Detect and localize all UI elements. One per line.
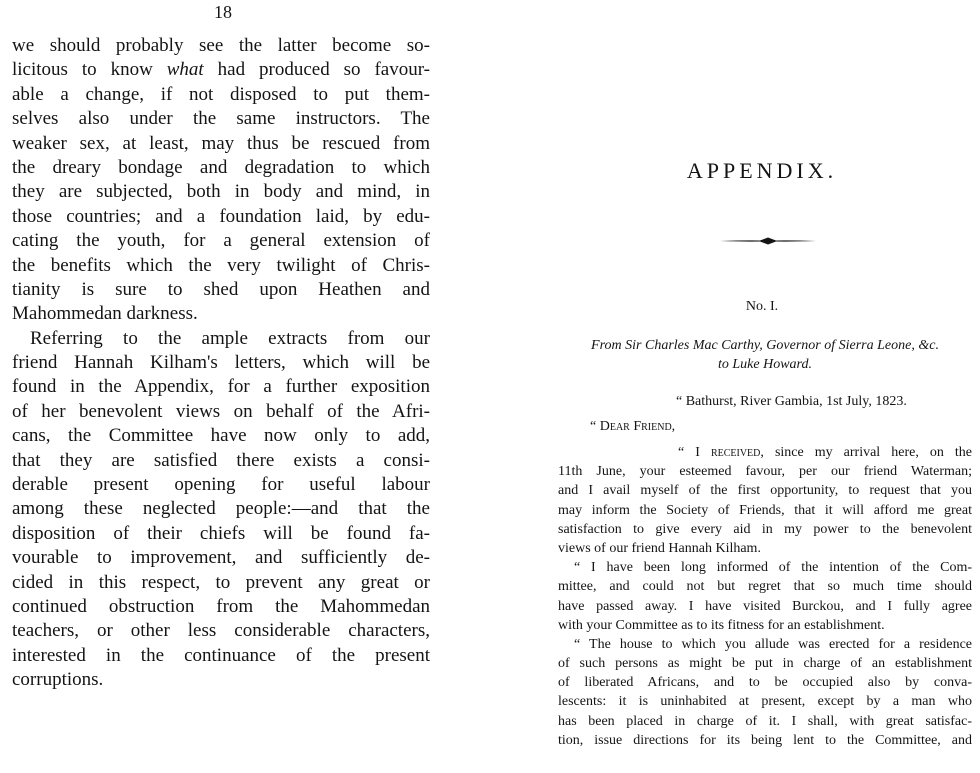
- right-page: [520, 0, 980, 773]
- appendix-title: APPENDIX.: [686, 158, 838, 183]
- text-line: the dreary bondage and degradation to which: [12, 156, 430, 178]
- text-line: “ The house to which you allude was erected for a residence: [574, 636, 972, 652]
- text-line: vourable to improvement, and sufficiently de-: [12, 547, 430, 569]
- text-line: may inform the Society of Friends, that it will afford me great: [558, 502, 972, 518]
- text-line: “ I have been long informed of the intention of the Com-: [574, 560, 972, 576]
- text-line: have passed away. I have visited Burckou, and I fully agree: [558, 598, 972, 614]
- ornament-divider-icon: [720, 236, 816, 246]
- text-line: corruptions.: [12, 669, 104, 691]
- text-line: Mahommedan darkness.: [12, 303, 198, 325]
- letter-heading: [550, 336, 980, 374]
- left-page: [0, 0, 470, 773]
- text-line: licitous to know what had produced so favour-: [12, 59, 430, 81]
- text-line: cided in this respect, to prevent any great or: [12, 571, 430, 593]
- text-line: friend Hannah Kilham's letters, which will be: [12, 352, 430, 374]
- text-line: mittee, and could not but regret that so much time should: [558, 579, 972, 595]
- appendix-number: No. I.: [745, 299, 779, 314]
- text-line: Referring to the ample extracts from our: [30, 327, 430, 349]
- text-line: of such persons as might be put in charge of an establishment: [558, 656, 972, 672]
- text-line: cating the youth, for a general extension of: [12, 230, 430, 252]
- text-line: of liberated Africans, and to be occupied also by conva-: [558, 675, 972, 691]
- text-line: has been placed in charge of it. I shall, with great satisfac-: [558, 713, 972, 729]
- text-line: tianity is sure to shed upon Heathen and: [12, 278, 430, 300]
- text-line: found in the Appendix, for a further exposition: [12, 376, 430, 398]
- text-line: views of our friend Hannah Kilham.: [558, 540, 761, 556]
- text-line: they are subjected, both in body and mind, in: [12, 181, 430, 203]
- letter-body: [558, 443, 972, 750]
- text-line: teachers, or other less considerable characters,: [12, 620, 430, 642]
- text-line: satisfaction to give every aid in my power to the benevolent: [558, 521, 972, 537]
- text-line: disposition of their chiefs will be found fa-: [12, 522, 430, 544]
- text-line: continued obstruction from the Mahommedan: [12, 595, 430, 617]
- text-line: we should probably see the latter become so-: [12, 35, 430, 56]
- text-line: lescents: it is uninhabited at present, except by a man who: [558, 694, 972, 710]
- received-word: received,: [710, 445, 764, 460]
- letter-dateline: “ Bathurst, River Gambia, 1st July, 1823.: [676, 394, 907, 409]
- text-line: derable present opening for useful labour: [12, 474, 430, 496]
- page-number: 18: [214, 2, 232, 22]
- text-line: those countries; and a foundation laid, by edu-: [12, 205, 430, 227]
- text-line: “ I received, since my arrival here, on the: [678, 445, 972, 460]
- text-line: weaker sex, at least, may thus be rescued from: [12, 132, 430, 154]
- text-line: tion, issue directions for its being lent to the Committee, and: [558, 732, 972, 748]
- left-page-text: [12, 34, 430, 693]
- text-line: that they are satisfied there exists a consi-: [12, 449, 430, 471]
- letter-heading-line: From Sir Charles Mac Carthy, Governor of Sierra Leone, &c.: [591, 338, 939, 353]
- text-line: with your Committee as to its fitness for an establishment.: [558, 617, 885, 633]
- salutation: “ Dear Friend,: [590, 419, 676, 434]
- text-line: cans, the Committee have now only to add,: [12, 425, 430, 447]
- text-line: 11th June, your esteemed favour, per our friend Waterman;: [558, 464, 972, 480]
- text-line: among these neglected people:—and that the: [12, 498, 430, 520]
- text-line: and I avail myself of the first opportunity, to request that you: [558, 483, 972, 499]
- text-line: selves also under the same instructors. The: [12, 108, 430, 130]
- text-line: of her benevolent views on behalf of the Afri-: [12, 400, 430, 422]
- emphasis-what: what: [166, 59, 204, 81]
- text-line: interested in the continuance of the present: [12, 644, 430, 666]
- text-line: the benefits which the very twilight of Chris-: [12, 254, 430, 276]
- text-line: able a change, if not disposed to put them-: [12, 83, 430, 105]
- letter-heading-line: to Luke Howard.: [718, 357, 812, 372]
